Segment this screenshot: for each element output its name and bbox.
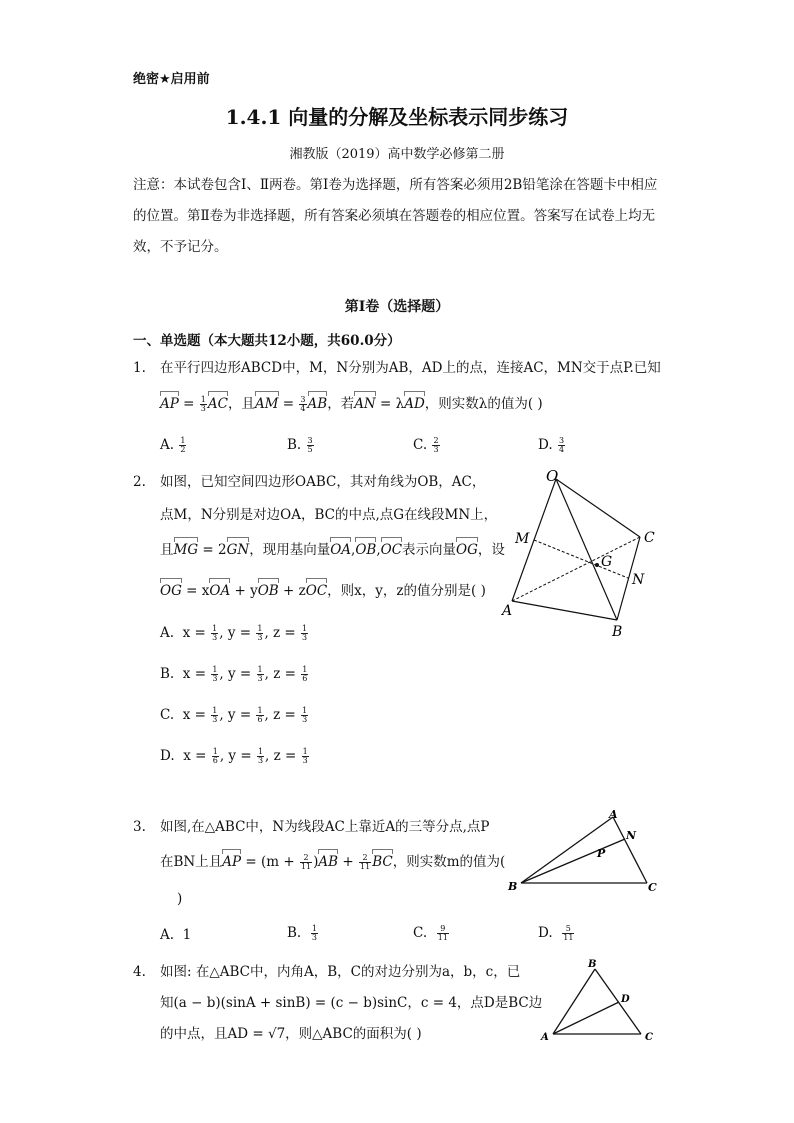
q1-option-a[interactable]: A. $\frac{1}{2}$ (160, 436, 186, 454)
q1-number: 1. (133, 360, 146, 376)
q1-option-b[interactable]: B. $\frac{3}{5}$ (287, 436, 313, 454)
notice-text: 注意：本试卷包含Ⅰ、Ⅱ两卷。第Ⅰ卷为选择题，所有答案必须用2B铅笔涂在答题卡中相应的位置。第Ⅱ卷为非选择题，所有答案必须填在答题卷的相应位置。答案写在试卷上均无效，不予记分。 (133, 177, 658, 255)
q3-option-b[interactable]: B. $\frac{1}{3}$ (287, 924, 317, 942)
label-b: B (508, 880, 518, 893)
secret-label: 绝密★启用前 (133, 72, 210, 87)
label-a: A (541, 1032, 549, 1043)
q4-line2: 知(a − b)(sinA + sinB) = (c − b)sinC，c = 4，点D是BC边 (160, 995, 543, 1011)
q2-option-c[interactable]: C. x = $\frac{1}{3}$ , y = $\frac{1}{6}$ , z = $\frac{1}{3}$ (160, 706, 308, 724)
q1-line1: 在平行四边形ABCD中，M，N分别为AB，AD上的点，连接AC，MN交于点P.已知 (160, 360, 661, 376)
q1-frac2: $\frac{3}{4}$ (300, 395, 306, 413)
q3-line2: 在BN上且AP = (m + $\frac{2}{11}$ )AB + $\frac{2}{11}$ BC，则实数m的值为( (160, 853, 506, 871)
point-g (595, 563, 599, 567)
label-n: N (632, 572, 645, 588)
q1-option-d[interactable]: D. $\frac{3}{4}$ (538, 436, 565, 454)
q2-option-b[interactable]: B. x = $\frac{1}{3}$ , y = $\frac{1}{3}$ , z = $\frac{1}{6}$ (160, 665, 308, 683)
side-bc (595, 969, 641, 1034)
q1-option-c[interactable]: C. $\frac{2}{3}$ (413, 436, 439, 454)
label-g: G (601, 554, 613, 570)
q2-line3: 且MG = 2GN，现用基向量OA,OB,OC表示向量OG，设 (160, 542, 505, 558)
q2-line1: 如图，已知空间四边形OABC，其对角线为OB，AC， (160, 474, 486, 490)
q2-tetrahedron-figure (500, 462, 670, 642)
q3-triangle-figure (505, 805, 670, 895)
label-a: A (502, 603, 513, 619)
q4-number: 4. (133, 964, 146, 980)
label-a: A (609, 808, 618, 821)
q3-number: 3. (133, 819, 146, 835)
label-c: C (648, 881, 657, 894)
edge-ab (512, 601, 617, 620)
q3-option-c[interactable]: C. $\frac{9}{11}$ (413, 924, 448, 942)
q2-number: 2. (133, 474, 146, 490)
label-b: B (588, 959, 597, 970)
section-title: 第Ⅰ卷（选择题） (344, 299, 450, 315)
q2-line2: 点M，N分别是对边OA，BC的中点,点G在线段MN上， (160, 507, 498, 523)
label-n: N (626, 829, 637, 842)
q1-frac1: $\frac{1}{3}$ (200, 395, 206, 413)
q3-option-d[interactable]: D. $\frac{5}{11}$ (538, 924, 574, 942)
q4-line1: 如图: 在△ABC中，内角A，B，C的对边分别为a，b，c，已 (160, 964, 521, 980)
page-title: 1.4.1 向量的分解及坐标表示同步练习 (225, 105, 569, 129)
label-d: D (621, 994, 630, 1005)
label-c: C (645, 1032, 653, 1043)
q2-line4: OG = xOA + yOB + zOC，则x，y，z的值分别是( ) (160, 583, 486, 599)
label-o: O (546, 467, 559, 485)
q2-option-d[interactable]: D. x = $\frac{1}{6}$ , y = $\frac{1}{3}$ , z = $\frac{1}{3}$ (160, 747, 308, 765)
page-subtitle: 湘教版（2019）高中数学必修第二册 (289, 147, 505, 162)
q3-line1: 如图,在△ABC中，N为线段AC上靠近A的三等分点,点P (160, 819, 490, 835)
question-group-title: 一、单选题（本大题共12小题，共60.0分） (133, 333, 401, 349)
label-b: B (612, 624, 623, 640)
q4-line3: 的中点，且AD = √7，则△ABC的面积为( ) (160, 1026, 422, 1042)
label-p: P (597, 847, 606, 860)
label-m: M (515, 531, 530, 547)
side-ac (613, 817, 647, 883)
q4-triangle-figure (535, 955, 665, 1047)
q1-line2: AP = $\frac{1}{3}$ AC，且AM = $\frac{3}{4}$ AB，若AN = λAD，则实数λ的值为( ) (160, 395, 543, 413)
label-c: C (644, 530, 655, 546)
q3-line3: ) (177, 891, 183, 907)
segment-mn (534, 540, 628, 578)
q2-option-a[interactable]: A. x = $\frac{1}{3}$ , y = $\frac{1}{3}$ , z = $\frac{1}{3}$ (160, 624, 308, 642)
q3-option-a[interactable]: A. 1 (160, 927, 192, 943)
